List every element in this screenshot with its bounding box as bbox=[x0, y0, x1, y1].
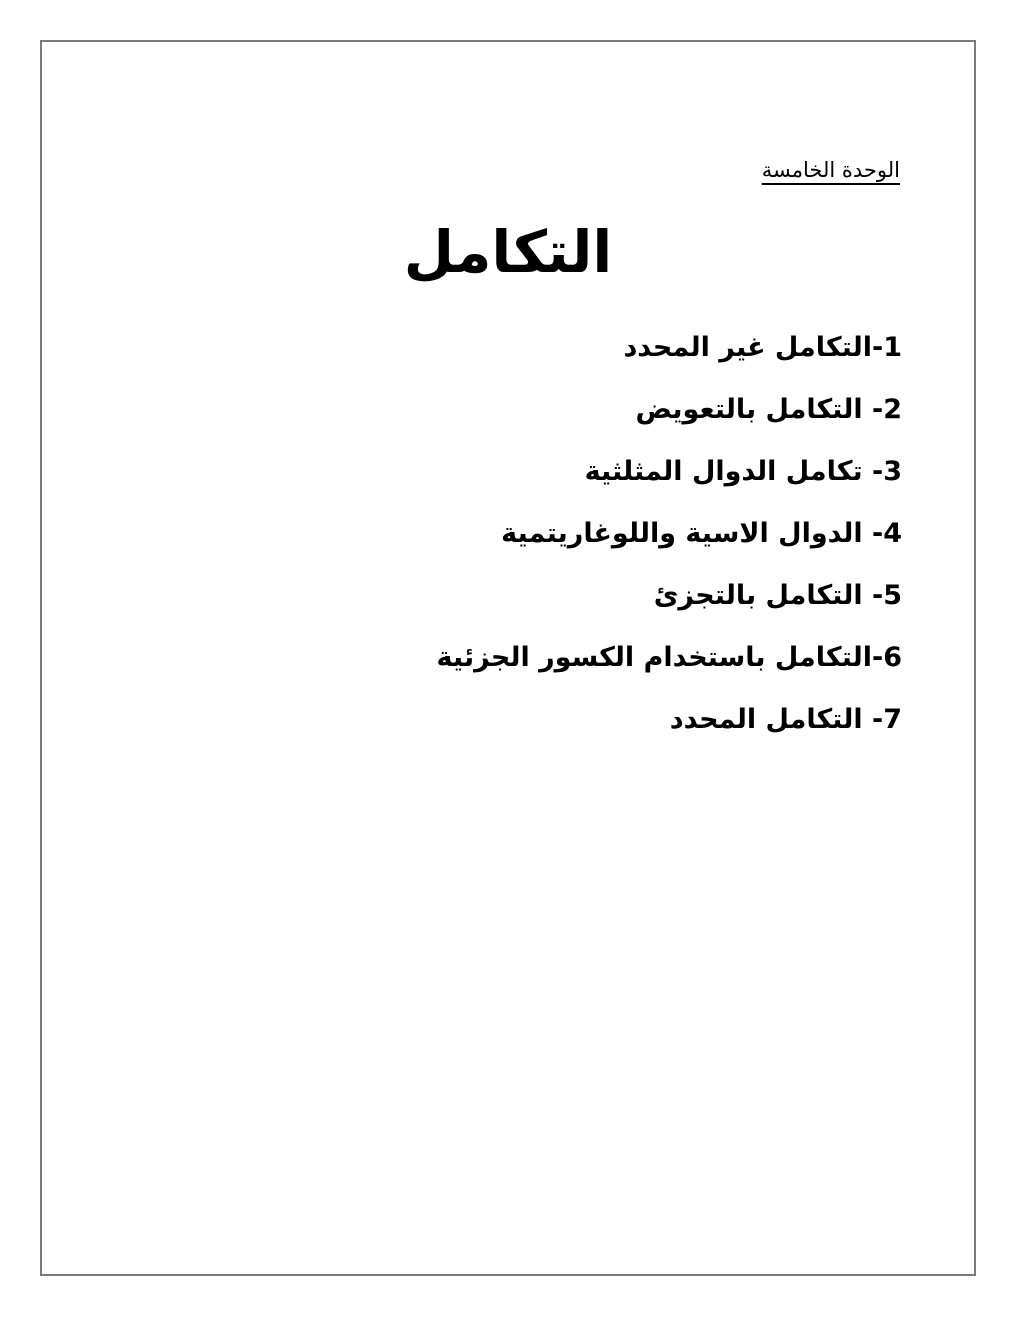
unit-label: الوحدة الخامسة bbox=[761, 158, 900, 182]
topic-item-1: 1-التكامل غير المحدد bbox=[623, 332, 902, 363]
topic-item-7: 7- التكامل المحدد bbox=[669, 704, 902, 735]
topic-item-4: 4- الدوال الاسية واللوغاريتمية bbox=[501, 518, 902, 549]
page-title bbox=[0, 218, 1020, 288]
topic-item-6: 6-التكامل باستخدام الكسور الجزئية bbox=[436, 642, 902, 673]
topic-item-5: 5- التكامل بالتجزئ bbox=[653, 580, 902, 611]
topic-item-2: 2- التكامل بالتعويض bbox=[635, 394, 902, 425]
topic-list bbox=[437, 326, 902, 760]
topic-item-3: 3- تكامل الدوال المثلثية bbox=[584, 456, 902, 487]
page-title-text: التكامل bbox=[403, 218, 613, 286]
